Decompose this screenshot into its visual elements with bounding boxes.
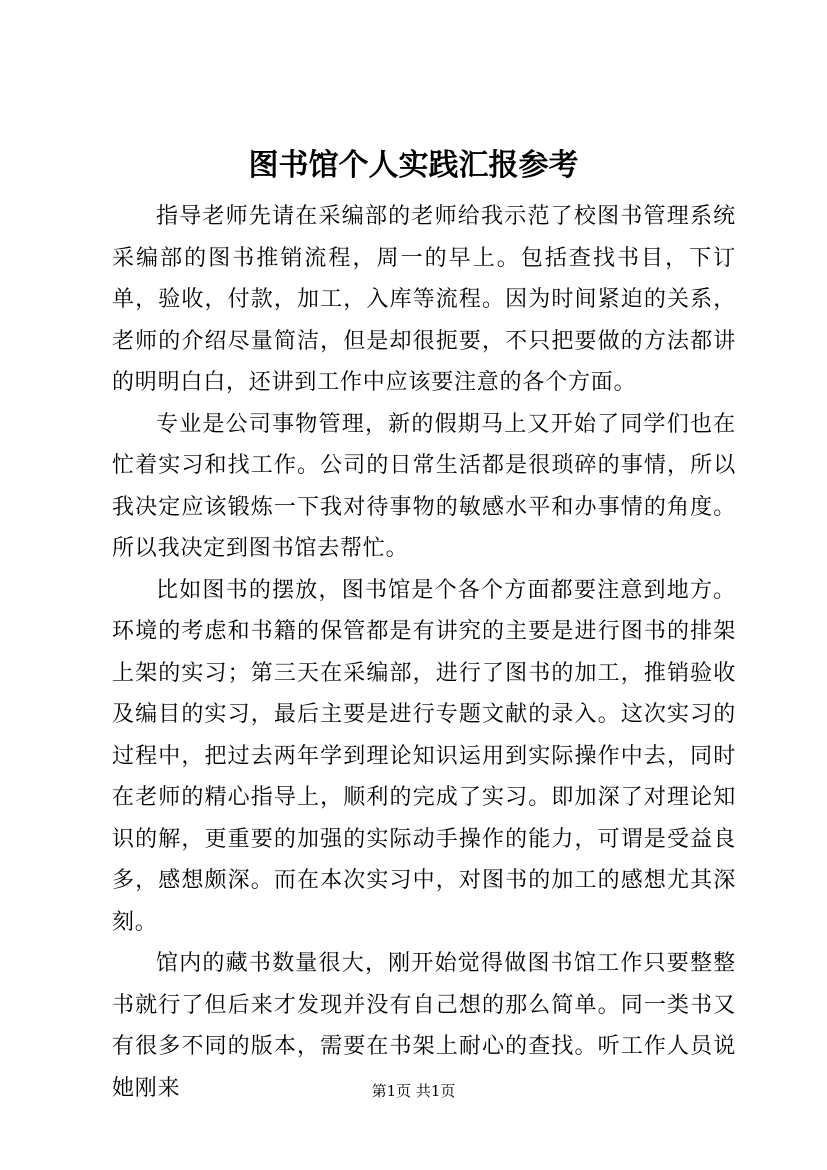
page-footer: 第1页 共1页 — [371, 1082, 456, 1100]
document-body — [112, 196, 736, 1109]
paragraph: 指导老师先请在采编部的老师给我示范了校图书管理系统采编部的图书推销流程，周一的早上。包括查找书目，下订单，验收，付款，加工，入库等流程。因为时间紧迫的关系，老师的介绍尽量简洁，但是却很扼要，不只把要做的方法都讲的明明白白，还讲到工作中应该要注意的各个方面。 — [112, 204, 736, 395]
paragraph: 比如图书的摆放，图书馆是个各个方面都要注意到地方。环境的考虑和书籍的保管都是有讲究的主要是进行图书的排架上架的实习；第三天在采编部，进行了图书的加工，推销验收及编目的实习，最后主要是进行专题文献的录入。这次实习的过程中，把过去两年学到理论知识运用到实际操作中去，同时在老师的精心指导上，顺利的完成了实习。即加深了对理论知识的解，更重要的加强的实际动手操作的能力，可谓是受益良多，感想颇深。而在本次实习中，对图书的加工的感想尤其深刻。 — [112, 577, 736, 935]
page-title: 图书馆个人实践汇报参考 — [248, 148, 579, 183]
paragraph: 专业是公司事物管理，新的假期马上又开始了同学们也在忙着实习和找工作。公司的日常生活都是很琐碎的事情，所以我决定应该锻炼一下我对待事物的敏感水平和办事情的角度。所以我决定到图书馆去帮忙。 — [112, 411, 736, 561]
paragraph: 馆内的藏书数量很大，刚开始觉得做图书馆工作只要整整书就行了但后来才发现并没有自己想的那么简单。同一类书又有很多不同的版本，需要在书架上耐心的查找。听工作人员说她刚来 — [112, 951, 736, 1101]
